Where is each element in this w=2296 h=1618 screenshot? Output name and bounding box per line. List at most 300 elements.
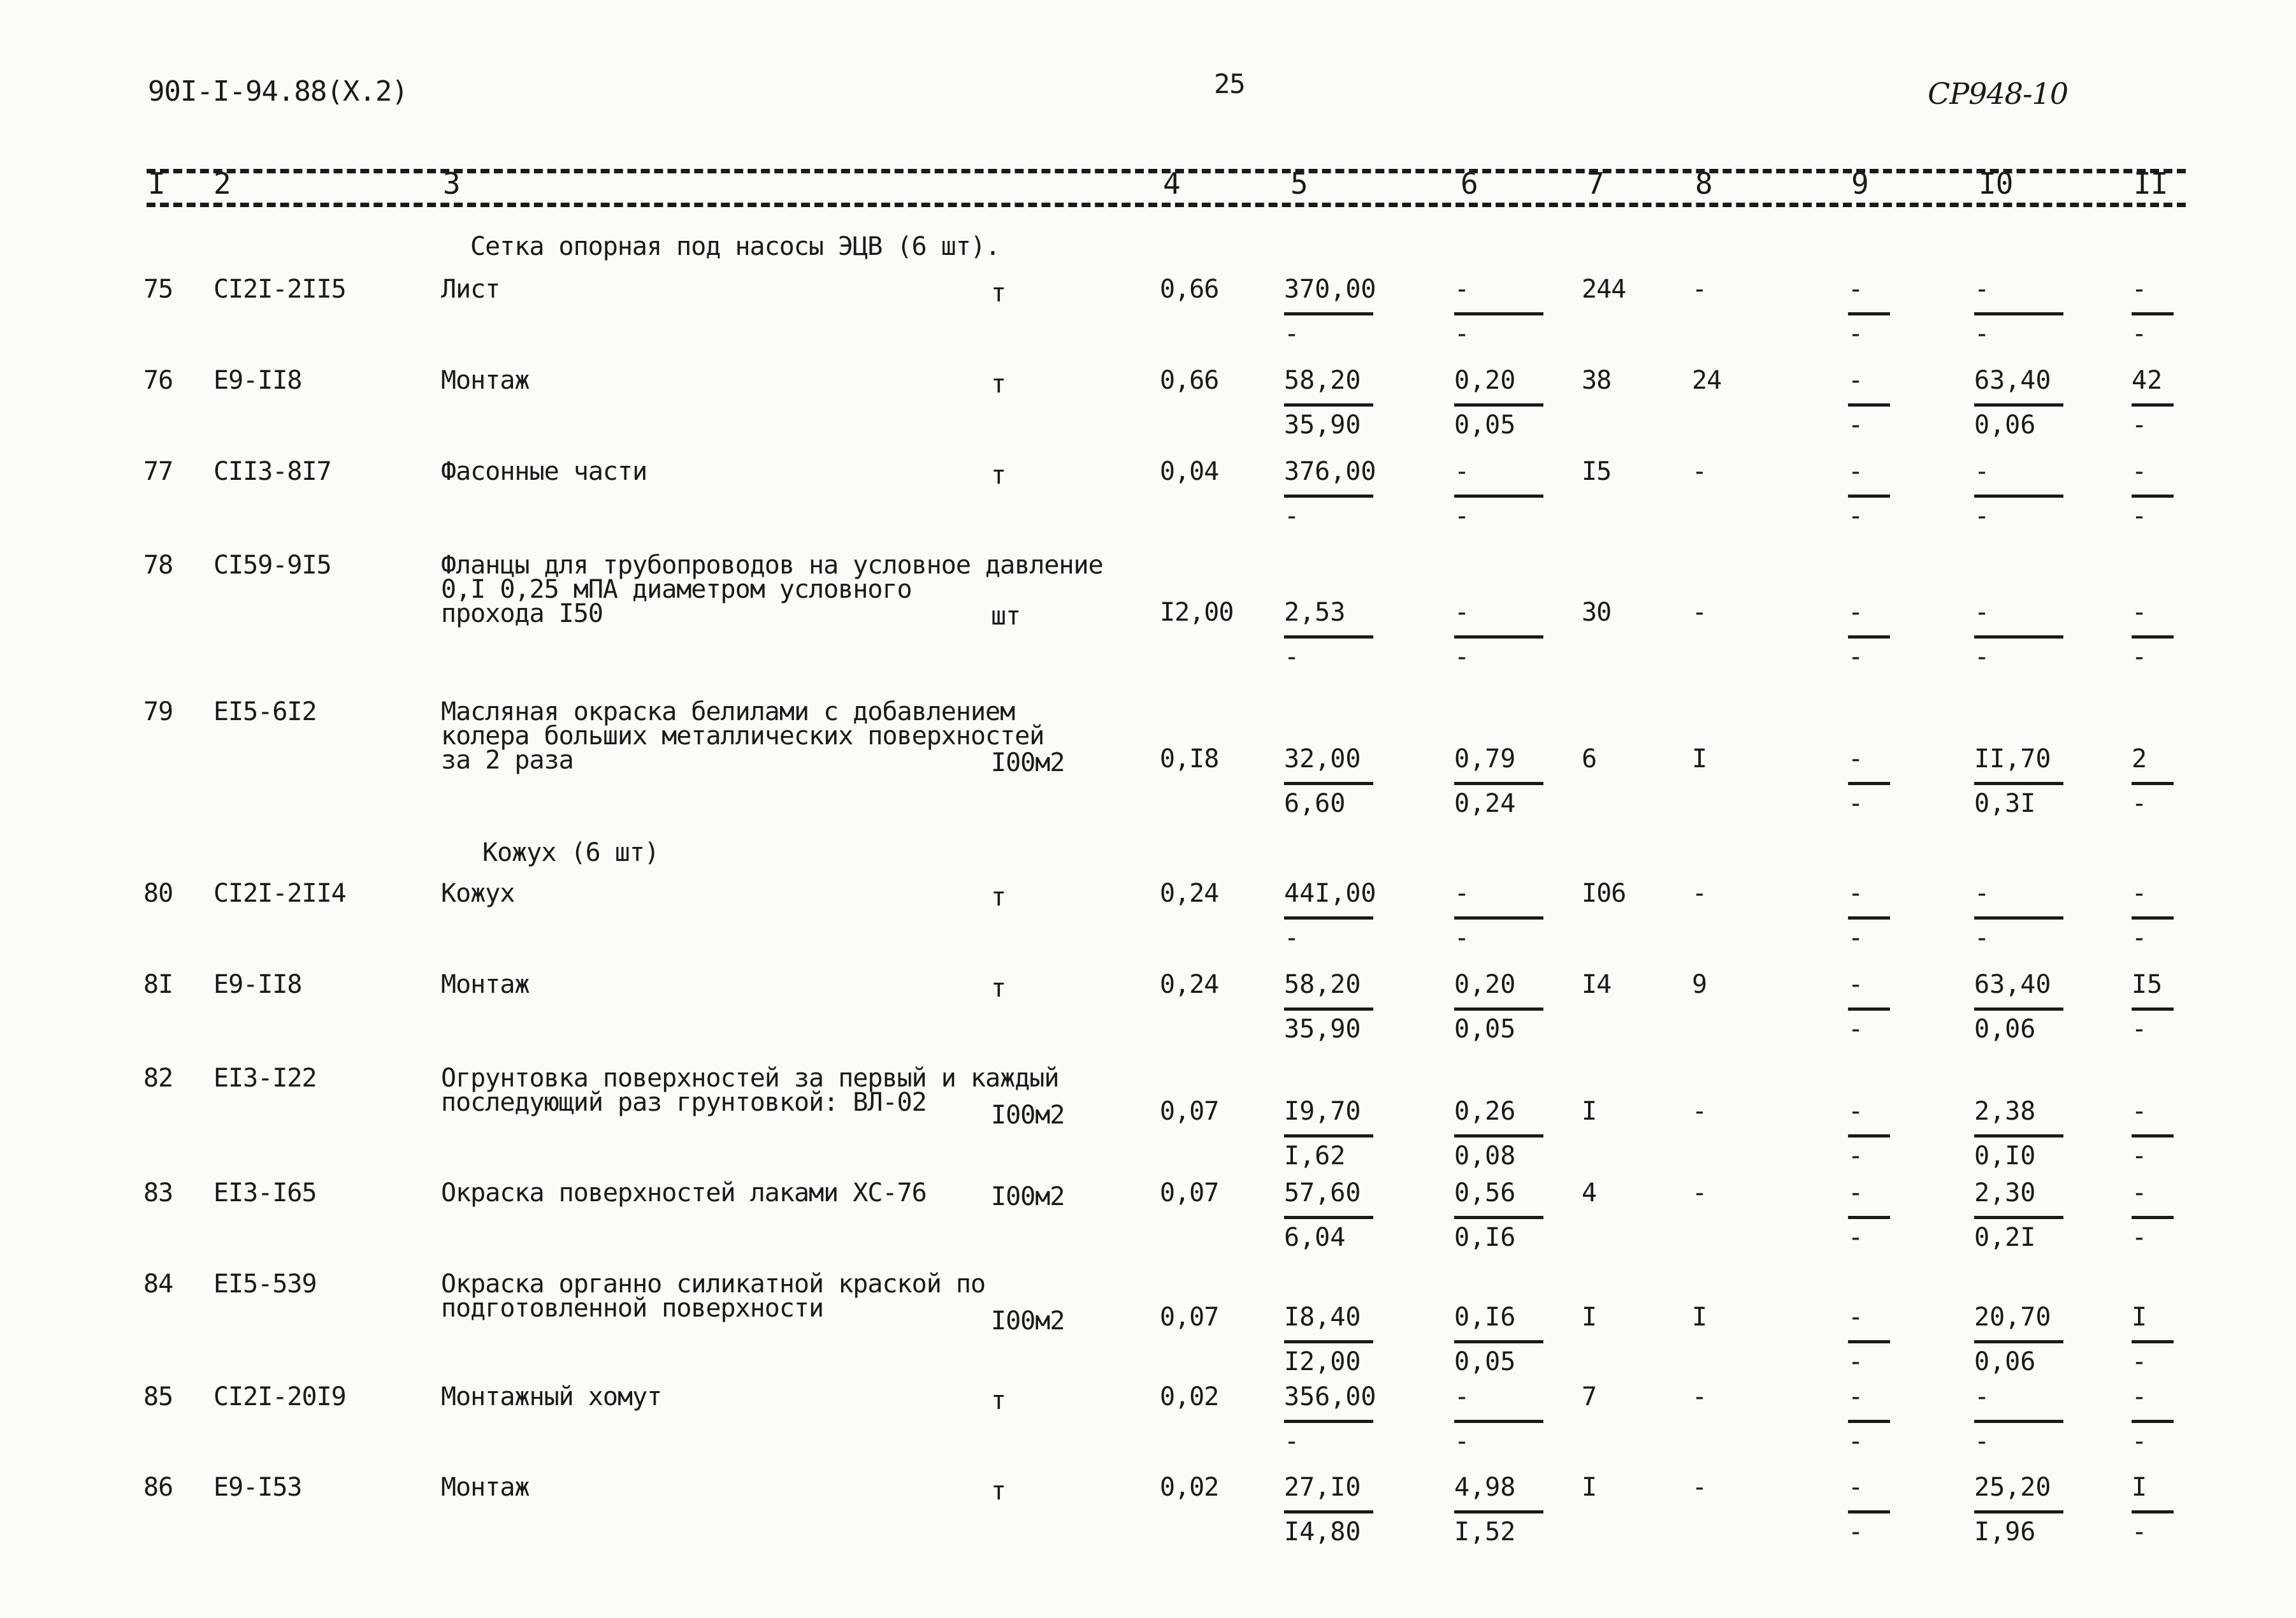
fraction-bar xyxy=(2132,1008,2174,1011)
fraction-numerator: 2 xyxy=(2132,744,2148,774)
value-fraction xyxy=(1848,598,1899,688)
fraction-denominator: - xyxy=(1848,1141,1864,1171)
fraction-denominator: 0,05 xyxy=(1454,410,1516,440)
col-header-4: 4 xyxy=(1163,166,1180,201)
row-number: 75 xyxy=(143,275,173,304)
value-fraction xyxy=(1454,366,1550,456)
fraction-denominator: - xyxy=(2132,1015,2148,1044)
fraction-denominator: - xyxy=(1848,1223,1864,1252)
fraction-denominator: - xyxy=(1974,1427,1990,1456)
quantity: 0,04 xyxy=(1160,457,1219,486)
fraction-numerator: I xyxy=(2132,1473,2148,1502)
fraction-bar xyxy=(2132,312,2174,315)
fraction-bar xyxy=(1454,782,1543,785)
col-header-2: 2 xyxy=(213,166,231,201)
fraction-bar xyxy=(1848,1216,1890,1219)
work-description-line: Окраска поверхностей лаками ХС-76 xyxy=(441,1178,927,1208)
fraction-numerator: - xyxy=(1848,1473,1864,1502)
fraction-numerator: 63,40 xyxy=(1974,366,2051,395)
quantity: 0,I8 xyxy=(1160,744,1219,774)
rate-code: CI2I-20I9 xyxy=(213,1382,346,1412)
col-header-1: I xyxy=(148,166,165,201)
fraction-bar xyxy=(1974,1134,2063,1138)
fraction-denominator: - xyxy=(1848,1427,1864,1456)
fraction-bar xyxy=(1848,635,1890,639)
value-fraction xyxy=(1974,1303,2070,1392)
fraction-numerator: - xyxy=(1974,1382,1990,1412)
value-fraction xyxy=(1284,1473,1380,1563)
fraction-denominator: I4,80 xyxy=(1284,1517,1361,1547)
fraction-bar xyxy=(2132,403,2174,407)
col7-value: I xyxy=(1582,1097,1597,1126)
fraction-denominator: 0,05 xyxy=(1454,1015,1516,1044)
fraction-bar xyxy=(1974,495,2063,498)
fraction-numerator: 0,79 xyxy=(1454,744,1516,774)
quantity: 0,02 xyxy=(1160,1473,1219,1502)
value-fraction xyxy=(1974,879,2070,969)
fraction-numerator: I xyxy=(2132,1303,2148,1332)
value-fraction xyxy=(1974,971,2070,1060)
value-fraction xyxy=(1454,275,1550,365)
quantity: 0,66 xyxy=(1160,366,1219,395)
fraction-denominator: - xyxy=(1974,502,1990,531)
value-fraction xyxy=(1454,1303,1550,1392)
value-fraction xyxy=(1974,598,2070,688)
fraction-bar xyxy=(2132,1420,2174,1423)
work-description-line: за 2 раза xyxy=(441,746,574,775)
fraction-bar xyxy=(1848,312,1890,315)
fraction-denominator: 6,04 xyxy=(1284,1223,1346,1252)
fraction-numerator: 57,60 xyxy=(1284,1178,1361,1208)
value-fraction xyxy=(1284,1303,1380,1392)
row-number: 8I xyxy=(143,970,173,999)
work-description-line: Масляная окраска белилами с добавлением xyxy=(441,697,1015,726)
fraction-numerator: 58,20 xyxy=(1284,366,1361,395)
fraction-denominator: - xyxy=(1454,319,1470,349)
fraction-denominator: 0,05 xyxy=(1454,1347,1516,1376)
fraction-bar xyxy=(1454,1340,1543,1343)
work-description-line: Лист xyxy=(441,275,500,304)
fraction-numerator: I9,70 xyxy=(1284,1097,1361,1126)
fraction-bar xyxy=(1454,1134,1543,1138)
fraction-denominator: - xyxy=(1848,410,1864,440)
fraction-bar xyxy=(1454,1420,1543,1423)
fraction-denominator: - xyxy=(2132,502,2148,531)
value-fraction xyxy=(2132,971,2183,1060)
fraction-bar xyxy=(1454,495,1543,498)
fraction-numerator: - xyxy=(1848,970,1864,999)
value-fraction xyxy=(1974,1179,2070,1268)
row-number: 83 xyxy=(143,1178,173,1208)
col-header-5: 5 xyxy=(1290,166,1308,201)
quantity: 0,07 xyxy=(1160,1097,1219,1126)
unit-of-measure: т xyxy=(991,1386,1006,1415)
fraction-bar xyxy=(1848,403,1890,407)
row-number: 76 xyxy=(143,366,173,395)
value-fraction xyxy=(1848,971,1899,1060)
fraction-bar xyxy=(1454,1008,1543,1011)
fraction-denominator: 0,2I xyxy=(1974,1223,2036,1252)
value-fraction xyxy=(2132,458,2183,547)
value-fraction xyxy=(1974,458,2070,547)
value-fraction xyxy=(1974,1383,2070,1472)
fraction-numerator: - xyxy=(1848,1303,1864,1332)
fraction-denominator: - xyxy=(2132,319,2148,349)
fraction-denominator: 0,3I xyxy=(1974,789,2036,818)
value-fraction xyxy=(1848,879,1899,969)
row-number: 86 xyxy=(143,1473,173,1502)
col8-value: 9 xyxy=(1692,970,1707,999)
fraction-numerator: - xyxy=(1974,598,1990,627)
col7-value: 30 xyxy=(1582,598,1612,627)
fraction-denominator: - xyxy=(1284,923,1300,953)
rate-code: E9-I53 xyxy=(213,1473,302,1502)
fraction-denominator: 0,I0 xyxy=(1974,1141,2036,1171)
rate-code: CII3-8I7 xyxy=(213,457,331,486)
fraction-denominator: - xyxy=(1284,319,1300,349)
value-fraction xyxy=(2132,598,2183,688)
fraction-numerator: - xyxy=(1848,1382,1864,1412)
value-fraction xyxy=(1284,971,1380,1060)
col7-value: 38 xyxy=(1582,366,1612,395)
fraction-bar xyxy=(1284,1420,1373,1423)
col8-value: - xyxy=(1692,457,1707,486)
col7-value: I06 xyxy=(1582,879,1626,908)
col-header-11: II xyxy=(2134,166,2168,201)
rate-code: E9-II8 xyxy=(213,366,302,395)
unit-of-measure: I00м2 xyxy=(991,1101,1065,1130)
fraction-bar xyxy=(1974,403,2063,407)
fraction-denominator: - xyxy=(1848,642,1864,672)
col7-value: 244 xyxy=(1582,275,1626,304)
col8-value: - xyxy=(1692,1382,1707,1412)
row-number: 82 xyxy=(143,1064,173,1093)
value-fraction xyxy=(1848,1383,1899,1472)
fraction-numerator: II,70 xyxy=(1974,744,2051,774)
value-fraction xyxy=(1454,1179,1550,1268)
row-number: 77 xyxy=(143,457,173,486)
col-header-10: I0 xyxy=(1979,166,2013,201)
archive-stamp: СР948-10 xyxy=(1928,76,2069,111)
fraction-bar xyxy=(2132,1216,2174,1219)
value-fraction xyxy=(1848,1097,1899,1187)
rate-code: E9-II8 xyxy=(213,970,302,999)
unit-of-measure: I00м2 xyxy=(991,1306,1065,1336)
value-fraction xyxy=(1454,1097,1550,1187)
rate-code: CI2I-2II5 xyxy=(213,275,346,304)
fraction-numerator: 20,70 xyxy=(1974,1303,2051,1332)
col8-value: - xyxy=(1692,1178,1707,1208)
row-number: 80 xyxy=(143,879,173,908)
work-description-line: колера больших металлических поверхностей xyxy=(441,721,1044,751)
fraction-denominator: - xyxy=(1848,502,1864,531)
rate-code: CI59-9I5 xyxy=(213,551,331,580)
work-description-line: прохода I50 xyxy=(441,599,603,628)
col8-value: - xyxy=(1692,879,1707,908)
quantity: 0,66 xyxy=(1160,275,1219,304)
quantity: 0,02 xyxy=(1160,1382,1219,1412)
fraction-numerator: 4,98 xyxy=(1454,1473,1516,1502)
work-description-line: Фланцы для трубопроводов на условное давление xyxy=(441,551,1103,580)
value-fraction xyxy=(1454,879,1550,969)
col7-value: I4 xyxy=(1582,970,1612,999)
fraction-bar xyxy=(1974,916,2063,920)
col-header-7: 7 xyxy=(1587,166,1604,201)
fraction-denominator: - xyxy=(2132,410,2148,440)
fraction-bar xyxy=(1974,1216,2063,1219)
fraction-numerator: 0,20 xyxy=(1454,366,1516,395)
col7-value: 6 xyxy=(1582,744,1597,774)
fraction-bar xyxy=(2132,495,2174,498)
value-fraction xyxy=(1848,1179,1899,1268)
fraction-numerator: 32,00 xyxy=(1284,744,1361,774)
fraction-denominator: - xyxy=(2132,1427,2148,1456)
work-description-line: Монтаж xyxy=(441,1473,530,1502)
fraction-numerator: - xyxy=(1454,457,1470,486)
unit-of-measure: т xyxy=(991,370,1006,399)
fraction-bar xyxy=(1454,312,1543,315)
fraction-bar xyxy=(1974,1340,2063,1343)
fraction-numerator: 0,I6 xyxy=(1454,1303,1516,1332)
quantity: 0,07 xyxy=(1160,1178,1219,1208)
value-fraction xyxy=(1974,1097,2070,1187)
value-fraction xyxy=(1284,1179,1380,1268)
fraction-bar xyxy=(2132,1134,2174,1138)
section-title-support-grid: Сетка опорная под насосы ЭЦВ (6 шт). xyxy=(470,232,1000,261)
fraction-bar xyxy=(1974,1420,2063,1423)
fraction-numerator: - xyxy=(1454,275,1470,304)
fraction-bar xyxy=(1848,1008,1890,1011)
value-fraction xyxy=(1848,745,1899,834)
fraction-numerator: I5 xyxy=(2132,970,2163,999)
work-description-line: Монтаж xyxy=(441,970,530,999)
value-fraction xyxy=(1974,745,2070,834)
fraction-numerator: - xyxy=(2132,598,2148,627)
fraction-bar xyxy=(1284,1340,1373,1343)
work-description-line: последующий раз грунтовкой: ВЛ-02 xyxy=(441,1088,927,1117)
value-fraction xyxy=(1848,1473,1899,1563)
work-description-line: Окраска органно силикатной краской по xyxy=(441,1269,986,1299)
col8-value: - xyxy=(1692,275,1707,304)
fraction-bar xyxy=(1284,403,1373,407)
value-fraction xyxy=(1974,275,2070,365)
col-header-9: 9 xyxy=(1851,166,1868,201)
value-fraction xyxy=(2132,1383,2183,1472)
value-fraction xyxy=(1284,1383,1380,1472)
fraction-denominator: 0,06 xyxy=(1974,1347,2036,1376)
col-header-8: 8 xyxy=(1695,166,1712,201)
unit-of-measure: т xyxy=(991,461,1006,490)
quantity: 0,07 xyxy=(1160,1303,1219,1332)
value-fraction xyxy=(1284,745,1380,834)
work-description-line: Огрунтовка поверхностей за первый и каждый xyxy=(441,1064,1059,1093)
fraction-bar xyxy=(1848,1340,1890,1343)
value-fraction xyxy=(1284,879,1380,969)
fraction-numerator: 2,38 xyxy=(1974,1097,2036,1126)
value-fraction xyxy=(1848,366,1899,456)
fraction-bar xyxy=(2132,782,2174,785)
fraction-denominator: - xyxy=(1284,502,1300,531)
fraction-numerator: I8,40 xyxy=(1284,1303,1361,1332)
fraction-denominator: - xyxy=(1848,319,1864,349)
fraction-bar xyxy=(1454,403,1543,407)
fraction-numerator: - xyxy=(2132,879,2148,908)
fraction-numerator: 0,56 xyxy=(1454,1178,1516,1208)
fraction-numerator: - xyxy=(1974,457,1990,486)
value-fraction xyxy=(1454,598,1550,688)
col7-value: 4 xyxy=(1582,1178,1597,1208)
unit-of-measure: I00м2 xyxy=(991,748,1065,777)
fraction-bar xyxy=(1284,1134,1373,1138)
fraction-bar xyxy=(1848,916,1890,920)
fraction-numerator: 44I,00 xyxy=(1284,879,1376,908)
row-number: 79 xyxy=(143,697,173,726)
unit-of-measure: шт xyxy=(991,602,1021,631)
header-rule-bottom xyxy=(147,203,2186,207)
fraction-denominator: 0,06 xyxy=(1974,1015,2036,1044)
fraction-bar xyxy=(1848,1510,1890,1513)
fraction-numerator: 370,00 xyxy=(1284,275,1376,304)
fraction-bar xyxy=(1454,916,1543,920)
fraction-denominator: 0,08 xyxy=(1454,1141,1516,1171)
value-fraction xyxy=(1284,366,1380,456)
fraction-bar xyxy=(1974,635,2063,639)
section-title-casing: Кожух (6 шт) xyxy=(482,838,659,867)
fraction-denominator: - xyxy=(1974,923,1990,953)
fraction-numerator: 42 xyxy=(2132,366,2163,395)
fraction-bar xyxy=(1284,1008,1373,1011)
fraction-denominator: 6,60 xyxy=(1284,789,1346,818)
work-description-line: Монтаж xyxy=(441,366,530,395)
fraction-numerator: 356,00 xyxy=(1284,1382,1376,1412)
row-number: 85 xyxy=(143,1382,173,1412)
fraction-denominator: - xyxy=(1454,502,1470,531)
value-fraction xyxy=(1454,745,1550,834)
value-fraction xyxy=(1284,598,1380,688)
fraction-denominator: - xyxy=(1848,1347,1864,1376)
fraction-bar xyxy=(1284,495,1373,498)
fraction-bar xyxy=(1974,782,2063,785)
value-fraction xyxy=(2132,1097,2183,1187)
rate-code: EI3-I65 xyxy=(213,1178,317,1208)
fraction-denominator: - xyxy=(1848,923,1864,953)
fraction-denominator: I,62 xyxy=(1284,1141,1346,1171)
fraction-numerator: - xyxy=(2132,1097,2148,1126)
fraction-denominator: I,96 xyxy=(1974,1517,2036,1547)
fraction-numerator: 2,30 xyxy=(1974,1178,2036,1208)
work-description-line: подготовленной поверхности xyxy=(441,1294,824,1323)
col8-value: I xyxy=(1692,1303,1707,1332)
fraction-numerator: - xyxy=(1454,879,1470,908)
fraction-denominator: 35,90 xyxy=(1284,1015,1361,1044)
fraction-bar xyxy=(1454,1216,1543,1219)
fraction-bar xyxy=(1284,916,1373,920)
fraction-denominator: - xyxy=(2132,1141,2148,1171)
col7-value: I xyxy=(1582,1473,1597,1502)
unit-of-measure: т xyxy=(991,883,1006,912)
fraction-numerator: - xyxy=(1848,1178,1864,1208)
page-number: 25 xyxy=(1214,68,1245,99)
fraction-denominator: 35,90 xyxy=(1284,410,1361,440)
value-fraction xyxy=(1454,971,1550,1060)
value-fraction xyxy=(1454,1383,1550,1472)
value-fraction xyxy=(1848,458,1899,547)
fraction-numerator: 2,53 xyxy=(1284,598,1346,627)
value-fraction xyxy=(2132,1303,2183,1392)
col-header-6: 6 xyxy=(1461,166,1478,201)
work-description-line: Монтажный хомут xyxy=(441,1382,662,1412)
fraction-numerator: - xyxy=(1848,366,1864,395)
work-description-line: Фасонные части xyxy=(441,457,647,486)
value-fraction xyxy=(1454,1473,1550,1563)
col8-value: - xyxy=(1692,1097,1707,1126)
fraction-denominator: I,52 xyxy=(1454,1517,1516,1547)
fraction-denominator: - xyxy=(1848,1015,1864,1044)
col8-value: I xyxy=(1692,744,1707,774)
fraction-denominator: I2,00 xyxy=(1284,1347,1361,1376)
fraction-numerator: 0,20 xyxy=(1454,970,1516,999)
fraction-bar xyxy=(1848,1134,1890,1138)
rate-code: CI2I-2II4 xyxy=(213,879,346,908)
fraction-denominator: - xyxy=(2132,1223,2148,1252)
value-fraction xyxy=(2132,1473,2183,1563)
col8-value: 24 xyxy=(1692,366,1722,395)
quantity: 0,24 xyxy=(1160,970,1219,999)
fraction-bar xyxy=(2132,1340,2174,1343)
fraction-bar xyxy=(1848,495,1890,498)
fraction-denominator: - xyxy=(1454,1427,1470,1456)
fraction-bar xyxy=(1974,1510,2063,1513)
value-fraction xyxy=(1454,458,1550,547)
quantity: 0,24 xyxy=(1160,879,1219,908)
fraction-denominator: 0,06 xyxy=(1974,410,2036,440)
unit-of-measure: т xyxy=(991,1477,1006,1506)
fraction-denominator: - xyxy=(1454,923,1470,953)
fraction-bar xyxy=(2132,635,2174,639)
row-number: 78 xyxy=(143,551,173,580)
value-fraction xyxy=(1284,1097,1380,1187)
document-code: 90I-I-94.88(X.2) xyxy=(148,75,408,108)
fraction-bar xyxy=(1284,635,1373,639)
col-header-3: 3 xyxy=(443,166,460,201)
unit-of-measure: т xyxy=(991,278,1006,308)
row-number: 84 xyxy=(143,1269,173,1299)
work-description-line: Кожух xyxy=(441,879,515,908)
fraction-bar xyxy=(1848,1420,1890,1423)
value-fraction xyxy=(2132,879,2183,969)
fraction-bar xyxy=(1974,312,2063,315)
col7-value: I xyxy=(1582,1303,1597,1332)
fraction-numerator: - xyxy=(1848,879,1864,908)
fraction-denominator: - xyxy=(1284,1427,1300,1456)
fraction-bar xyxy=(1454,635,1543,639)
fraction-numerator: - xyxy=(1974,879,1990,908)
unit-of-measure: т xyxy=(991,974,1006,1003)
unit-of-measure: I00м2 xyxy=(991,1182,1065,1211)
col8-value: - xyxy=(1692,1473,1707,1502)
fraction-bar xyxy=(1284,1216,1373,1219)
fraction-numerator: 0,26 xyxy=(1454,1097,1516,1126)
fraction-numerator: 376,00 xyxy=(1284,457,1376,486)
fraction-numerator: 58,20 xyxy=(1284,970,1361,999)
value-fraction xyxy=(1974,366,2070,456)
fraction-bar xyxy=(1284,782,1373,785)
fraction-denominator: - xyxy=(2132,1517,2148,1547)
fraction-denominator: 0,I6 xyxy=(1454,1223,1516,1252)
fraction-bar xyxy=(1454,1510,1543,1513)
fraction-numerator: - xyxy=(2132,1382,2148,1412)
value-fraction xyxy=(1848,1303,1899,1392)
